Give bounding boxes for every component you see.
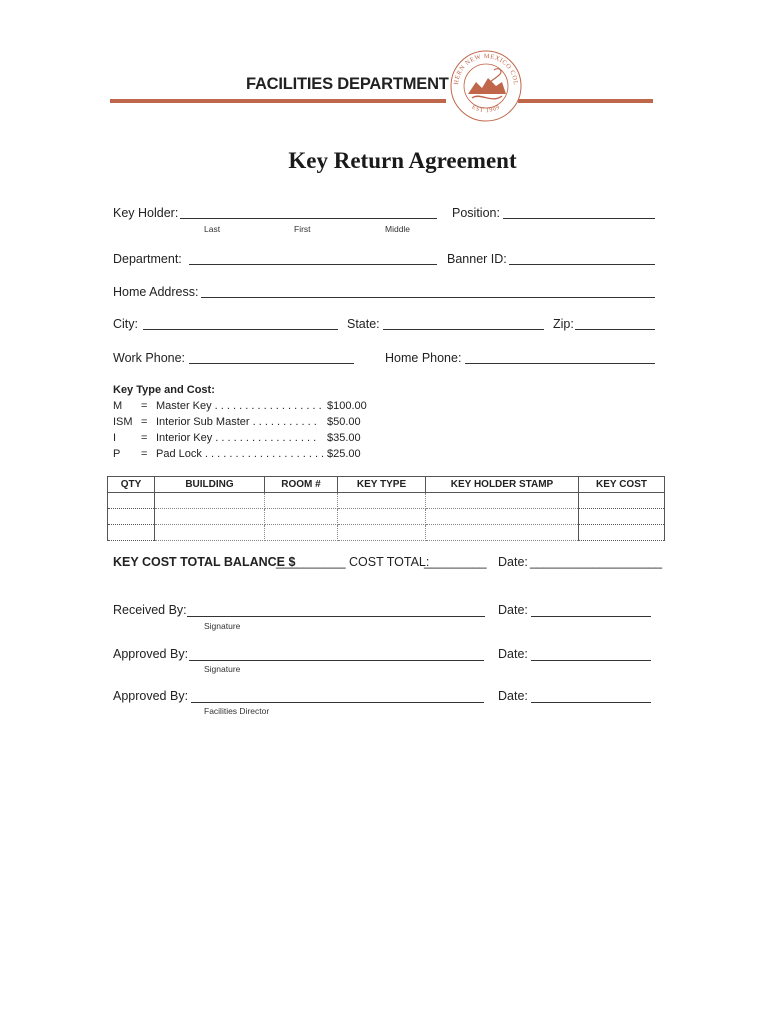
table-cell[interactable] [579,509,665,525]
approved-by-signature-field[interactable] [189,660,484,661]
table-cell[interactable] [108,525,155,541]
table-cell[interactable] [338,493,426,509]
home-address-field[interactable] [201,297,655,298]
totals-date-label: Date: [498,555,528,569]
department-label: Department: [113,252,182,266]
page-title: Key Return Agreement [288,148,517,173]
table-cell[interactable] [155,525,265,541]
header-rule-left [110,99,446,103]
column-header-room: ROOM # [265,477,338,493]
director-signature-field[interactable] [191,702,484,703]
column-header-building: BUILDING [155,477,265,493]
table-cell[interactable] [579,493,665,509]
table-cell[interactable] [155,509,265,525]
position-label: Position: [452,206,500,220]
key-type-cost: $100.00 [327,400,367,412]
key-type-code: P [113,448,121,460]
cost-total-field[interactable]: _________ [424,555,487,569]
table-cell[interactable] [338,525,426,541]
director-caption: Facilities Director [204,706,270,716]
seal-bottom-text: EST 1909 [470,104,502,115]
key-type-equals: = [141,416,148,428]
director-approved-by-label: Approved By: [113,689,189,703]
table-cell[interactable] [338,509,426,525]
city-field[interactable] [143,329,338,330]
received-by-caption: Signature [204,621,241,631]
key-type-name: Pad Lock . . . . . . . . . . . . . . . . . . . . [156,448,325,460]
key-cost-total-balance-field[interactable]: __________ [276,555,346,569]
city-label: City: [113,317,138,331]
work-phone-label: Work Phone: [113,351,186,365]
header-rule-right [518,99,653,103]
table-cell[interactable] [426,493,579,509]
department-heading: FACILITIES DEPARTMENT [246,75,449,93]
cost-total-label: COST TOTAL: [349,555,430,569]
table-cell[interactable] [426,509,579,525]
key-type-name: Interior Sub Master . . . . . . . . . . . [156,416,317,428]
table-cell[interactable] [265,525,338,541]
position-field[interactable] [503,218,655,219]
table-cell[interactable] [265,493,338,509]
director-date-label: Date: [498,689,528,703]
key-type-heading: Key Type and Cost: [113,384,215,396]
key-type-name: Interior Key . . . . . . . . . . . . . . . . . [156,432,317,444]
college-seal-icon [448,48,524,124]
key-type-name: Master Key . . . . . . . . . . . . . . . . . . [156,400,322,412]
home-phone-label: Home Phone: [385,351,462,365]
key-type-cost: $25.00 [327,448,361,460]
key-cost-total-balance-label: KEY COST TOTAL BALANCE $ [113,555,296,569]
zip-label: Zip: [553,317,574,331]
home-address-label: Home Address: [113,285,199,299]
key-table [107,476,665,541]
state-field[interactable] [383,329,544,330]
seal-top-text: HERN NEW MEXICO COL [452,52,520,86]
received-by-date-field[interactable] [531,616,651,617]
key-holder-label: Key Holder: [113,206,179,220]
key-type-code: ISM [113,416,133,428]
table-row [108,493,665,509]
received-by-signature-field[interactable] [187,616,485,617]
key-type-code: M [113,400,123,412]
received-by-label: Received By: [113,603,187,617]
column-header-key-type: KEY TYPE [338,477,426,493]
key-holder-middle-caption: Middle [385,224,411,234]
zip-field[interactable] [575,329,655,330]
column-header-key-holder-stamp: KEY HOLDER STAMP [426,477,579,493]
work-phone-field[interactable] [189,363,354,364]
home-phone-field[interactable] [465,363,655,364]
key-type-cost: $35.00 [327,432,361,444]
banner-id-label: Banner ID: [447,252,507,266]
table-row [108,525,665,541]
director-date-field[interactable] [531,702,651,703]
table-cell[interactable] [108,509,155,525]
key-type-equals: = [141,432,148,444]
column-header-qty: QTY [108,477,155,493]
table-cell[interactable] [155,493,265,509]
table-row [108,509,665,525]
key-type-equals: = [141,400,148,412]
key-holder-last-caption: Last [204,224,221,234]
table-cell[interactable] [426,525,579,541]
key-type-equals: = [141,448,148,460]
column-header-key-cost: KEY COST [579,477,665,493]
approved-by-date-field[interactable] [531,660,651,661]
department-field[interactable] [189,264,437,265]
banner-id-field[interactable] [509,264,655,265]
key-holder-first-caption: First [294,224,311,234]
state-label: State: [347,317,380,331]
table-cell[interactable] [579,525,665,541]
table-cell[interactable] [265,509,338,525]
received-by-date-label: Date: [498,603,528,617]
totals-date-field[interactable]: ___________________ [530,555,663,569]
approved-by-label: Approved By: [113,647,189,661]
key-holder-field[interactable] [180,218,437,219]
key-table-header-row [108,477,665,493]
key-type-cost: $50.00 [327,416,361,428]
approved-by-date-label: Date: [498,647,528,661]
approved-by-caption: Signature [204,664,241,674]
key-type-code: I [113,432,117,444]
table-cell[interactable] [108,493,155,509]
